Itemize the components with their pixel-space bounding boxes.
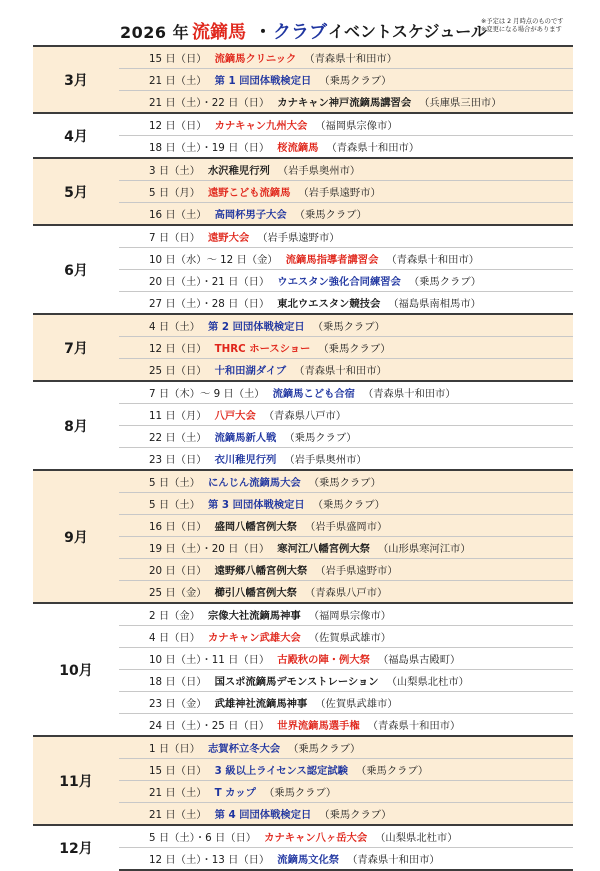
event-date: 16 日（土） (149, 209, 207, 221)
event-name: 流鏑馬クリニック (214, 53, 297, 65)
event-name: 衣川稚児行列 (214, 454, 277, 466)
event-place: （岩手県奥州市） (277, 165, 361, 177)
event-place: （佐賀県武雄市） (308, 632, 392, 644)
event-name: 桜流鏑馬 (277, 142, 319, 154)
event-place: （青森県十和田市） (367, 720, 461, 732)
table-row (33, 736, 573, 759)
schedule-table (33, 45, 573, 871)
event-name: 世界流鏑馬選手権 (277, 720, 360, 732)
event-date: 12 日（日） (149, 120, 207, 132)
event-place: （乗馬クラブ） (308, 477, 381, 489)
event-date: 20 日（日） (149, 565, 207, 577)
event-cell (119, 270, 573, 292)
event-name: THRC ホースショー (214, 343, 311, 355)
event-cell (119, 225, 573, 248)
event-date: 24 日（土）・25 日（日） (149, 720, 270, 732)
event-date: 20 日（土）・21 日（日） (149, 276, 270, 288)
event-date: 5 日（土） (149, 477, 201, 489)
event-date: 21 日（土） (149, 75, 207, 87)
event-cell (119, 248, 573, 270)
event-name: 遠野郷八幡宮例大祭 (214, 565, 308, 577)
event-place: （山梨県北杜市） (375, 832, 458, 844)
event-place: （乗馬クラブ） (294, 209, 367, 221)
table-row (33, 603, 573, 626)
event-place: （乗馬クラブ） (284, 432, 357, 444)
event-name: 櫛引八幡宮例大祭 (214, 587, 297, 599)
event-name: 遠野こども流鏑馬 (208, 187, 291, 199)
event-date: 23 日（金） (149, 698, 207, 710)
event-name: カナキャン八ヶ岳大会 (264, 832, 368, 844)
table-row (33, 314, 573, 337)
event-cell (119, 581, 573, 604)
event-cell (119, 736, 573, 759)
month-label: 12月 (33, 825, 119, 870)
event-place: （岩手県奥州市） (284, 454, 367, 466)
event-date: 7 日（日） (149, 232, 201, 244)
event-name: 流鏑馬こども合宿 (272, 388, 355, 400)
event-name: 寒河江八幡宮例大祭 (277, 543, 370, 555)
event-date: 7 日（木）～ 9 日（土） (149, 388, 265, 400)
event-cell (119, 537, 573, 559)
event-place: （乗馬クラブ） (319, 809, 392, 821)
event-name: 第 3 回団体戦検定日 (208, 499, 305, 511)
event-date: 21 日（土） (149, 787, 207, 799)
event-place: （乗馬クラブ） (408, 276, 482, 288)
event-name: 古殿秋の陣・例大祭 (277, 654, 370, 666)
event-name: 流鏑馬文化祭 (277, 854, 340, 866)
event-place: （青森県十和田市） (294, 365, 387, 377)
event-name: 盛岡八幡宮例大祭 (214, 521, 297, 533)
event-cell (119, 136, 573, 159)
event-cell (119, 848, 573, 871)
event-place: （乗馬クラブ） (355, 765, 429, 777)
event-date: 10 日（土）・11 日（日） (149, 654, 270, 666)
event-place: （福島県南相馬市） (388, 298, 481, 310)
event-name: ウエスタン強化合同練習会 (277, 276, 401, 288)
event-name: T カップ (214, 787, 256, 799)
title-separator: ・ (254, 22, 272, 43)
event-cell (119, 493, 573, 515)
event-cell (119, 448, 573, 471)
event-place: （山梨県北杜市） (386, 676, 469, 688)
event-name: 東北ウエスタン競技会 (277, 298, 381, 310)
month-label: 5月 (33, 158, 119, 225)
event-date: 1 日（日） (149, 743, 201, 755)
month-label: 9月 (33, 470, 119, 603)
event-cell (119, 670, 573, 692)
event-place: （岩手県遠野市） (257, 232, 340, 244)
event-name: 第 2 回団体戦検定日 (208, 321, 305, 333)
title-club-blue: クラブ (273, 22, 327, 43)
event-date: 5 日（土）・6 日（日） (149, 832, 257, 844)
event-date: 18 日（日） (149, 676, 207, 688)
event-place: （岩手県盛岡市） (304, 521, 388, 533)
event-date: 22 日（土） (149, 432, 207, 444)
table-row (33, 825, 573, 848)
event-cell (119, 359, 573, 382)
event-date: 25 日（日） (149, 365, 207, 377)
event-name: 流鏑馬指導者講習会 (285, 254, 379, 266)
event-date: 2 日（金） (149, 610, 201, 622)
month-label: 3月 (33, 46, 119, 113)
event-name: 遠野大会 (208, 232, 250, 244)
event-date: 11 日（月） (149, 410, 207, 422)
event-place: （福岡県宗像市） (308, 610, 392, 622)
event-cell (119, 626, 573, 648)
event-date: 16 日（日） (149, 521, 207, 533)
event-name: 3 級以上ライセンス認定試験 (214, 765, 348, 777)
event-date: 23 日（日） (149, 454, 207, 466)
event-date: 5 日（土） (149, 499, 201, 511)
event-place: （兵庫県三田市） (419, 97, 502, 109)
event-place: （福島県古殿町） (377, 654, 461, 666)
event-date: 5 日（月） (149, 187, 201, 199)
event-place: （青森県八戸市） (263, 410, 347, 422)
event-cell (119, 648, 573, 670)
month-label: 8月 (33, 381, 119, 470)
event-place: （山形県寒河江市） (377, 543, 471, 555)
event-cell (119, 825, 573, 848)
event-place: （青森県十和田市） (326, 142, 420, 154)
event-cell (119, 181, 573, 203)
event-place: （青森県八戸市） (304, 587, 388, 599)
table-row (33, 225, 573, 248)
event-cell (119, 515, 573, 537)
event-cell (119, 91, 573, 114)
title-year: 2026 年 (120, 23, 190, 42)
event-cell (119, 426, 573, 448)
event-name: 第 4 回団体戦検定日 (214, 809, 312, 821)
event-cell (119, 470, 573, 493)
event-place: （乗馬クラブ） (312, 499, 385, 511)
event-place: （乗馬クラブ） (263, 787, 337, 799)
event-date: 21 日（土） (149, 809, 207, 821)
event-date: 12 日（日） (149, 343, 207, 355)
event-cell (119, 314, 573, 337)
event-place: （青森県十和田市） (304, 53, 398, 65)
event-name: 第 1 回団体戦検定日 (214, 75, 312, 87)
event-name: カナキャン神戸流鏑馬講習会 (277, 97, 412, 109)
event-cell (119, 158, 573, 181)
event-cell (119, 381, 573, 404)
event-date: 15 日（日） (149, 765, 207, 777)
event-place: （乗馬クラブ） (288, 743, 361, 755)
event-cell (119, 203, 573, 226)
event-name: にんじん流鏑馬大会 (208, 477, 301, 489)
event-name: カナキャン武雄大会 (208, 632, 301, 644)
event-name: 武雄神社流鏑馬神事 (214, 698, 308, 710)
event-name: 高岡杯男子大会 (214, 209, 287, 221)
title-club-red: 流鏑馬 (192, 22, 246, 43)
event-name: 宗像大社流鏑馬神事 (208, 610, 301, 622)
table-row (33, 158, 573, 181)
event-name: 志賀杯立冬大会 (208, 743, 281, 755)
event-place: （乗馬クラブ） (312, 321, 385, 333)
event-date: 27 日（土）・28 日（日） (149, 298, 270, 310)
event-cell (119, 404, 573, 426)
event-cell (119, 692, 573, 714)
table-row (33, 381, 573, 404)
event-name: 水沢稚児行列 (208, 165, 270, 177)
event-date: 4 日（土） (149, 321, 201, 333)
title-schedule: イベントスケジュール (328, 22, 487, 41)
event-name: 十和田湖ダイブ (214, 365, 287, 377)
month-label: 11月 (33, 736, 119, 825)
schedule-notes (481, 18, 564, 34)
event-cell (119, 603, 573, 626)
event-date: 4 日（日） (149, 632, 201, 644)
event-date: 25 日（金） (149, 587, 207, 599)
table-row (33, 470, 573, 493)
event-place: （佐賀県武雄市） (315, 698, 398, 710)
month-label: 6月 (33, 225, 119, 314)
event-place: （福岡県宗像市） (315, 120, 398, 132)
table-row (33, 46, 573, 69)
event-date: 18 日（土）・19 日（日） (149, 142, 270, 154)
event-cell (119, 292, 573, 315)
event-cell (119, 759, 573, 781)
month-label: 10月 (33, 603, 119, 736)
event-place: （岩手県遠野市） (315, 565, 398, 577)
event-date: 3 日（土） (149, 165, 201, 177)
event-cell (119, 781, 573, 803)
month-label: 7月 (33, 314, 119, 381)
table-row (33, 113, 573, 136)
event-cell (119, 803, 573, 826)
event-date: 19 日（土）・20 日（日） (149, 543, 270, 555)
event-place: （青森県十和田市） (386, 254, 480, 266)
event-place: （乗馬クラブ） (318, 343, 391, 355)
note-line: ※予定は 2 月時点のものです (481, 18, 564, 25)
event-date: 21 日（土）・22 日（日） (149, 97, 270, 109)
month-label: 4月 (33, 113, 119, 158)
event-cell (119, 46, 573, 69)
event-cell (119, 337, 573, 359)
event-cell (119, 714, 573, 737)
event-name: 八戸大会 (214, 410, 256, 422)
event-date: 12 日（土）・13 日（日） (149, 854, 270, 866)
note-line: ※変更になる場合があります (481, 26, 562, 33)
event-place: （青森県十和田市） (347, 854, 440, 866)
event-name: 流鏑馬新人戦 (214, 432, 277, 444)
event-date: 10 日（水）～ 12 日（金） (149, 254, 278, 266)
event-cell (119, 69, 573, 91)
event-place: （乗馬クラブ） (319, 75, 392, 87)
event-cell (119, 559, 573, 581)
event-name: カナキャン九州大会 (214, 120, 308, 132)
event-name: 国スポ流鏑馬デモンストレーション (214, 676, 379, 688)
event-place: （青森県十和田市） (362, 388, 456, 400)
event-cell (119, 113, 573, 136)
event-place: （岩手県遠野市） (298, 187, 381, 199)
event-date: 15 日（日） (149, 53, 207, 65)
